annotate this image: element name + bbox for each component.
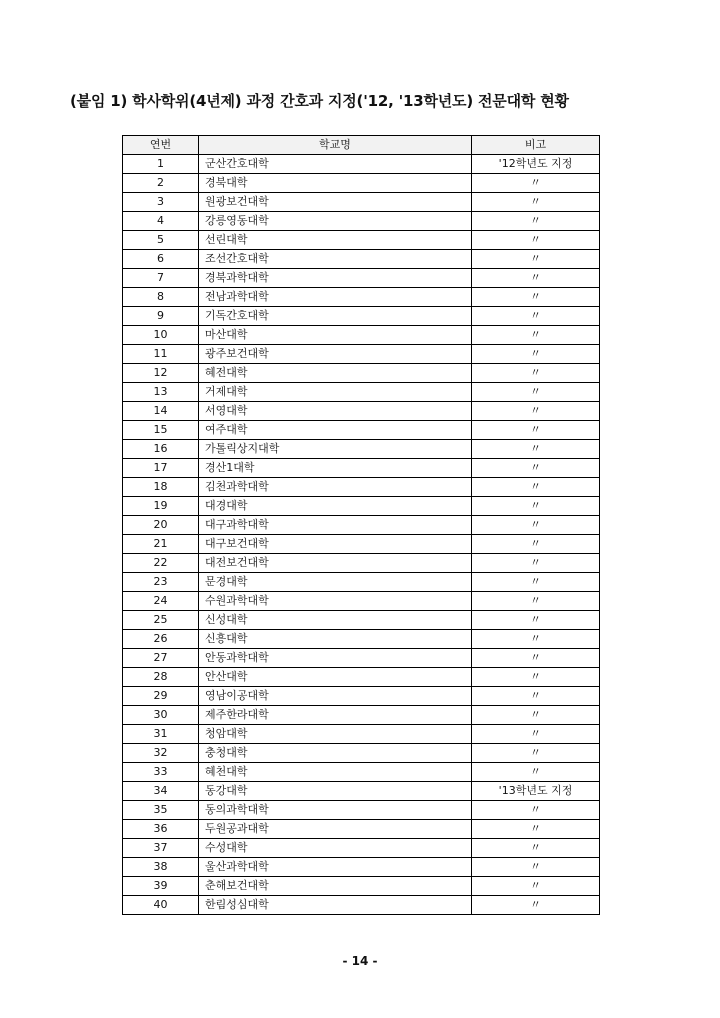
school-name: 수성대학 <box>199 839 472 858</box>
remarks: 〃 <box>472 497 600 516</box>
table-row <box>123 383 600 402</box>
table-row <box>123 345 600 364</box>
row-number: 38 <box>123 858 199 877</box>
table-row <box>123 668 600 687</box>
remarks: 〃 <box>472 307 600 326</box>
school-name: 대구과학대학 <box>199 516 472 535</box>
remarks: 〃 <box>472 611 600 630</box>
table-row <box>123 573 600 592</box>
row-number: 19 <box>123 497 199 516</box>
remarks: 〃 <box>472 193 600 212</box>
table-row <box>123 535 600 554</box>
table-body <box>123 155 600 915</box>
row-number: 13 <box>123 383 199 402</box>
row-number: 9 <box>123 307 199 326</box>
table-row <box>123 554 600 573</box>
remarks: 〃 <box>472 744 600 763</box>
remarks: 〃 <box>472 668 600 687</box>
school-name: 광주보건대학 <box>199 345 472 364</box>
table-row <box>123 839 600 858</box>
table-row <box>123 744 600 763</box>
table-header-row <box>123 136 600 155</box>
table-row <box>123 687 600 706</box>
row-number: 1 <box>123 155 199 174</box>
school-name: 기독간호대학 <box>199 307 472 326</box>
table-row <box>123 174 600 193</box>
remarks: 〃 <box>472 231 600 250</box>
school-name: 서영대학 <box>199 402 472 421</box>
table-row <box>123 250 600 269</box>
remarks: 〃 <box>472 630 600 649</box>
school-name: 동의과학대학 <box>199 801 472 820</box>
table-row <box>123 877 600 896</box>
row-number: 27 <box>123 649 199 668</box>
table-row <box>123 649 600 668</box>
remarks: 〃 <box>472 364 600 383</box>
document-title: (붙임 1) 학사학위(4년제) 과정 간호과 지정('12, '13학년도) 전문대학 현황 <box>70 92 569 110</box>
table-row <box>123 725 600 744</box>
remarks: 〃 <box>472 896 600 915</box>
remarks: 〃 <box>472 402 600 421</box>
row-number: 16 <box>123 440 199 459</box>
header-school-name: 학교명 <box>199 136 472 155</box>
row-number: 36 <box>123 820 199 839</box>
row-number: 11 <box>123 345 199 364</box>
row-number: 15 <box>123 421 199 440</box>
row-number: 6 <box>123 250 199 269</box>
table-row <box>123 421 600 440</box>
school-name: 선린대학 <box>199 231 472 250</box>
table-row <box>123 269 600 288</box>
row-number: 40 <box>123 896 199 915</box>
row-number: 3 <box>123 193 199 212</box>
school-name: 안동과학대학 <box>199 649 472 668</box>
remarks: 〃 <box>472 801 600 820</box>
school-name: 김천과학대학 <box>199 478 472 497</box>
table-row <box>123 155 600 174</box>
remarks: 〃 <box>472 839 600 858</box>
row-number: 35 <box>123 801 199 820</box>
row-number: 12 <box>123 364 199 383</box>
row-number: 30 <box>123 706 199 725</box>
row-number: 26 <box>123 630 199 649</box>
remarks: '12학년도 지정 <box>472 155 600 174</box>
table-row <box>123 592 600 611</box>
table-row <box>123 212 600 231</box>
table-row <box>123 288 600 307</box>
row-number: 4 <box>123 212 199 231</box>
header-remarks: 비고 <box>472 136 600 155</box>
row-number: 7 <box>123 269 199 288</box>
row-number: 20 <box>123 516 199 535</box>
table-row <box>123 820 600 839</box>
remarks: 〃 <box>472 269 600 288</box>
remarks: '13학년도 지정 <box>472 782 600 801</box>
row-number: 31 <box>123 725 199 744</box>
remarks: 〃 <box>472 820 600 839</box>
remarks: 〃 <box>472 440 600 459</box>
table-row <box>123 497 600 516</box>
row-number: 28 <box>123 668 199 687</box>
remarks: 〃 <box>472 288 600 307</box>
row-number: 34 <box>123 782 199 801</box>
table-row <box>123 630 600 649</box>
table-row <box>123 896 600 915</box>
remarks: 〃 <box>472 174 600 193</box>
table-row <box>123 307 600 326</box>
school-name: 수원과학대학 <box>199 592 472 611</box>
school-name: 안산대학 <box>199 668 472 687</box>
school-name: 전남과학대학 <box>199 288 472 307</box>
table-row <box>123 326 600 345</box>
remarks: 〃 <box>472 478 600 497</box>
table-row <box>123 193 600 212</box>
school-name: 원광보건대학 <box>199 193 472 212</box>
school-name: 신흥대학 <box>199 630 472 649</box>
remarks: 〃 <box>472 421 600 440</box>
remarks: 〃 <box>472 877 600 896</box>
school-name: 혜전대학 <box>199 364 472 383</box>
row-number: 8 <box>123 288 199 307</box>
table-row <box>123 459 600 478</box>
table-row <box>123 402 600 421</box>
row-number: 23 <box>123 573 199 592</box>
row-number: 33 <box>123 763 199 782</box>
remarks: 〃 <box>472 516 600 535</box>
school-name: 혜천대학 <box>199 763 472 782</box>
remarks: 〃 <box>472 649 600 668</box>
school-name: 충청대학 <box>199 744 472 763</box>
table-row <box>123 801 600 820</box>
remarks: 〃 <box>472 459 600 478</box>
remarks: 〃 <box>472 345 600 364</box>
table-row <box>123 782 600 801</box>
page-number: - 14 - <box>342 954 378 968</box>
school-name: 한림성심대학 <box>199 896 472 915</box>
table-row <box>123 516 600 535</box>
school-name: 경북대학 <box>199 174 472 193</box>
school-name: 청암대학 <box>199 725 472 744</box>
school-name: 대전보건대학 <box>199 554 472 573</box>
table-row <box>123 231 600 250</box>
school-name: 춘해보건대학 <box>199 877 472 896</box>
remarks: 〃 <box>472 687 600 706</box>
school-name: 강릉영동대학 <box>199 212 472 231</box>
remarks: 〃 <box>472 250 600 269</box>
remarks: 〃 <box>472 725 600 744</box>
remarks: 〃 <box>472 535 600 554</box>
table-row <box>123 858 600 877</box>
row-number: 5 <box>123 231 199 250</box>
remarks: 〃 <box>472 706 600 725</box>
row-number: 25 <box>123 611 199 630</box>
school-name: 신성대학 <box>199 611 472 630</box>
row-number: 22 <box>123 554 199 573</box>
remarks: 〃 <box>472 858 600 877</box>
remarks: 〃 <box>472 554 600 573</box>
header-number: 연번 <box>123 136 199 155</box>
row-number: 10 <box>123 326 199 345</box>
school-name: 경북과학대학 <box>199 269 472 288</box>
row-number: 39 <box>123 877 199 896</box>
table-row <box>123 611 600 630</box>
school-name: 동강대학 <box>199 782 472 801</box>
school-name: 가톨릭상지대학 <box>199 440 472 459</box>
school-name: 영남이공대학 <box>199 687 472 706</box>
school-name: 거제대학 <box>199 383 472 402</box>
school-name: 조선간호대학 <box>199 250 472 269</box>
school-name: 마산대학 <box>199 326 472 345</box>
school-name: 울산과학대학 <box>199 858 472 877</box>
row-number: 24 <box>123 592 199 611</box>
school-name: 대구보건대학 <box>199 535 472 554</box>
table-row <box>123 364 600 383</box>
school-name: 두원공과대학 <box>199 820 472 839</box>
remarks: 〃 <box>472 326 600 345</box>
table-row <box>123 478 600 497</box>
row-number: 14 <box>123 402 199 421</box>
remarks: 〃 <box>472 383 600 402</box>
row-number: 18 <box>123 478 199 497</box>
remarks: 〃 <box>472 573 600 592</box>
school-name: 군산간호대학 <box>199 155 472 174</box>
table-row <box>123 440 600 459</box>
school-name: 여주대학 <box>199 421 472 440</box>
row-number: 2 <box>123 174 199 193</box>
college-table <box>122 135 600 915</box>
remarks: 〃 <box>472 763 600 782</box>
row-number: 29 <box>123 687 199 706</box>
school-name: 대경대학 <box>199 497 472 516</box>
table-row <box>123 763 600 782</box>
table-row <box>123 706 600 725</box>
row-number: 37 <box>123 839 199 858</box>
row-number: 32 <box>123 744 199 763</box>
remarks: 〃 <box>472 592 600 611</box>
school-name: 문경대학 <box>199 573 472 592</box>
school-name: 제주한라대학 <box>199 706 472 725</box>
row-number: 21 <box>123 535 199 554</box>
school-name: 경산1대학 <box>199 459 472 478</box>
remarks: 〃 <box>472 212 600 231</box>
row-number: 17 <box>123 459 199 478</box>
